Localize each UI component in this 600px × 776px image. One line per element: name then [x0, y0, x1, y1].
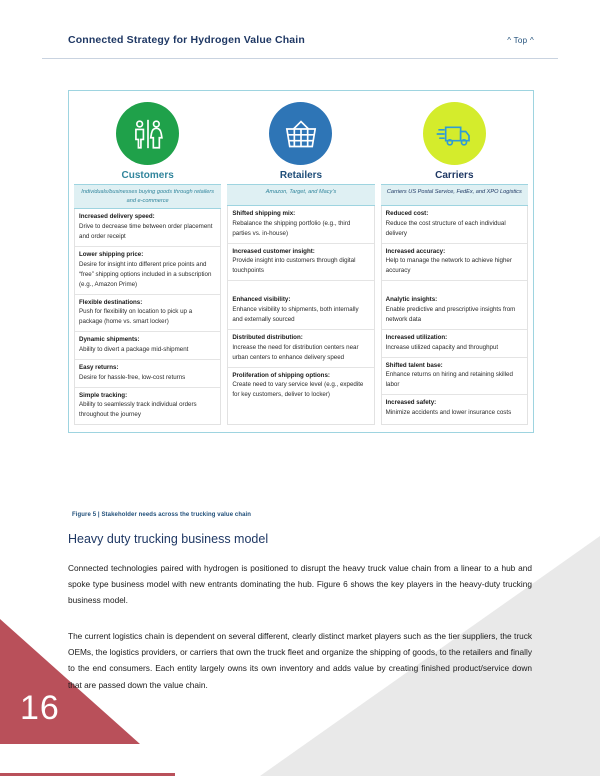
column-subtitle-retailers: Amazon, Target, and Macy’s [227, 184, 374, 206]
need-title: Proliferation of shipping options: [232, 371, 330, 379]
customers-needs-list [74, 209, 221, 425]
carriers-needs-list [381, 206, 528, 425]
page-number: 16 [20, 689, 60, 727]
column-subtitle-carriers: Carriers US Postal Service, FedEx, and XPO Logistics [381, 184, 528, 206]
figure-column-retailers [227, 97, 374, 425]
list-item [382, 244, 527, 282]
need-title: Increased safety: [385, 399, 437, 407]
figure-columns [74, 97, 528, 425]
column-title-carriers: Carriers [435, 170, 474, 181]
stakeholder-needs-figure [68, 90, 534, 433]
list-item [382, 330, 527, 358]
need-body: Ability to divert a package mid-shipment [79, 346, 189, 354]
list-item [382, 395, 527, 422]
retailers-icon-wrap [227, 97, 374, 168]
need-title: Simple tracking: [79, 391, 128, 399]
need-title: Flexible destinations: [79, 298, 143, 306]
need-body: Desire for hassle-free, low-cost returns [79, 373, 186, 381]
restroom-people-icon [116, 102, 179, 165]
list-item [382, 206, 527, 244]
need-body: Increase utilized capacity and throughput [385, 343, 499, 351]
list-item [75, 332, 220, 360]
list-item [228, 330, 373, 368]
retailers-needs-list [227, 206, 374, 425]
column-subtitle-customers: Individuals/businesses buying goods through retailers and e-commerce [74, 184, 221, 209]
list-item [382, 358, 527, 396]
need-body: Drive to decrease time between order placement and order receipt [79, 222, 213, 240]
figure-column-carriers [381, 97, 528, 425]
need-title: Increased utilization: [385, 334, 448, 342]
need-body: Desire for insight into different price points and “free” shipping options included in a subscription (e.g., Amazon Prime) [79, 260, 212, 288]
list-item [228, 281, 373, 330]
need-body: Push for flexibility on location to pick up a package (home vs. smart locker) [79, 308, 193, 326]
need-body: Minimize accidents and lower insurance costs [385, 409, 512, 417]
need-title: Shifted shipping mix: [232, 210, 296, 217]
figure-caption: Figure 5 | Stakeholder needs across the trucking value chain [72, 512, 252, 518]
need-body: Create need to vary service level (e.g., expedite for key customers, deliver to locker) [232, 381, 364, 399]
need-title: Distributed distribution: [232, 334, 303, 342]
need-title: Increased customer insight: [232, 247, 315, 255]
need-body: Reduce the cost structure of each individual delivery [385, 219, 506, 237]
list-item [75, 388, 220, 425]
need-body: Ability to seamlessly track individual orders throughout the journey [79, 401, 197, 419]
section-heading: Heavy duty trucking business model [68, 532, 269, 546]
back-to-top-link[interactable]: ^ Top ^ [507, 36, 534, 45]
need-title: Analytic insights: [385, 296, 438, 304]
body-paragraph-1: Connected technologies paired with hydrogen is positioned to disrupt the heavy truck value chain from a linear to a hub and spoke type business model with new entrants dominating the hub. Figure 6 shows the key players in the heavy-duty trucking business model. [68, 563, 532, 606]
header-divider [42, 58, 558, 59]
need-body: Provide insight into customers through digital touchpoints [232, 257, 356, 275]
need-title: Increased accuracy: [385, 247, 446, 255]
need-title: Easy returns: [79, 364, 119, 372]
column-title-customers: Customers [121, 170, 174, 181]
list-item [75, 295, 220, 333]
column-title-retailers: Retailers [279, 170, 323, 181]
need-body: Help to manage the network to achieve higher accuracy [385, 257, 512, 275]
need-title: Lower shipping price: [79, 251, 144, 259]
need-body: Increase the need for distribution centers near urban centers to enhance delivery speed [232, 343, 359, 361]
body-paragraph-2: The current logistics chain is dependent on several different, clearly distinct market players such as the tier suppliers, the truck OEMs, the logistics providers, or carriers that own the truck fleet and organize the shipping of goods, to the retailers and finally to the end consumers. Each entity largely owns its own inventory and adds value by creating finished product/service down that are passed down the value chain. [68, 631, 532, 690]
list-item [228, 368, 373, 405]
list-item [228, 244, 373, 282]
shopping-basket-icon [269, 102, 332, 165]
need-title: Dynamic shipments: [79, 336, 140, 344]
need-title: Shifted talent base: [385, 361, 443, 369]
need-title: Increased delivery speed: [79, 213, 155, 221]
figure-column-customers [74, 97, 221, 425]
customers-icon-wrap [74, 97, 221, 168]
need-body: Rebalance the shipping portfolio (e.g., third parties vs. in-house) [232, 219, 351, 237]
carriers-icon-wrap [381, 97, 528, 168]
list-item [75, 360, 220, 388]
list-item [75, 247, 220, 295]
need-body: Enhance visibility to shipments, both internally and externally sourced [232, 306, 359, 324]
need-title: Enhanced visibility: [232, 296, 291, 304]
need-title: Reduced cost: [385, 210, 429, 217]
page-header [68, 34, 534, 46]
list-item [75, 209, 220, 247]
need-body: Enhance returns on hiring and retaining skilled labor [385, 371, 513, 389]
need-body: Enable predictive and prescriptive insights from network data [385, 306, 516, 324]
page-title: Connected Strategy for Hydrogen Value Chain [68, 34, 305, 46]
list-item [382, 281, 527, 330]
delivery-truck-icon [423, 102, 486, 165]
list-item [228, 206, 373, 244]
